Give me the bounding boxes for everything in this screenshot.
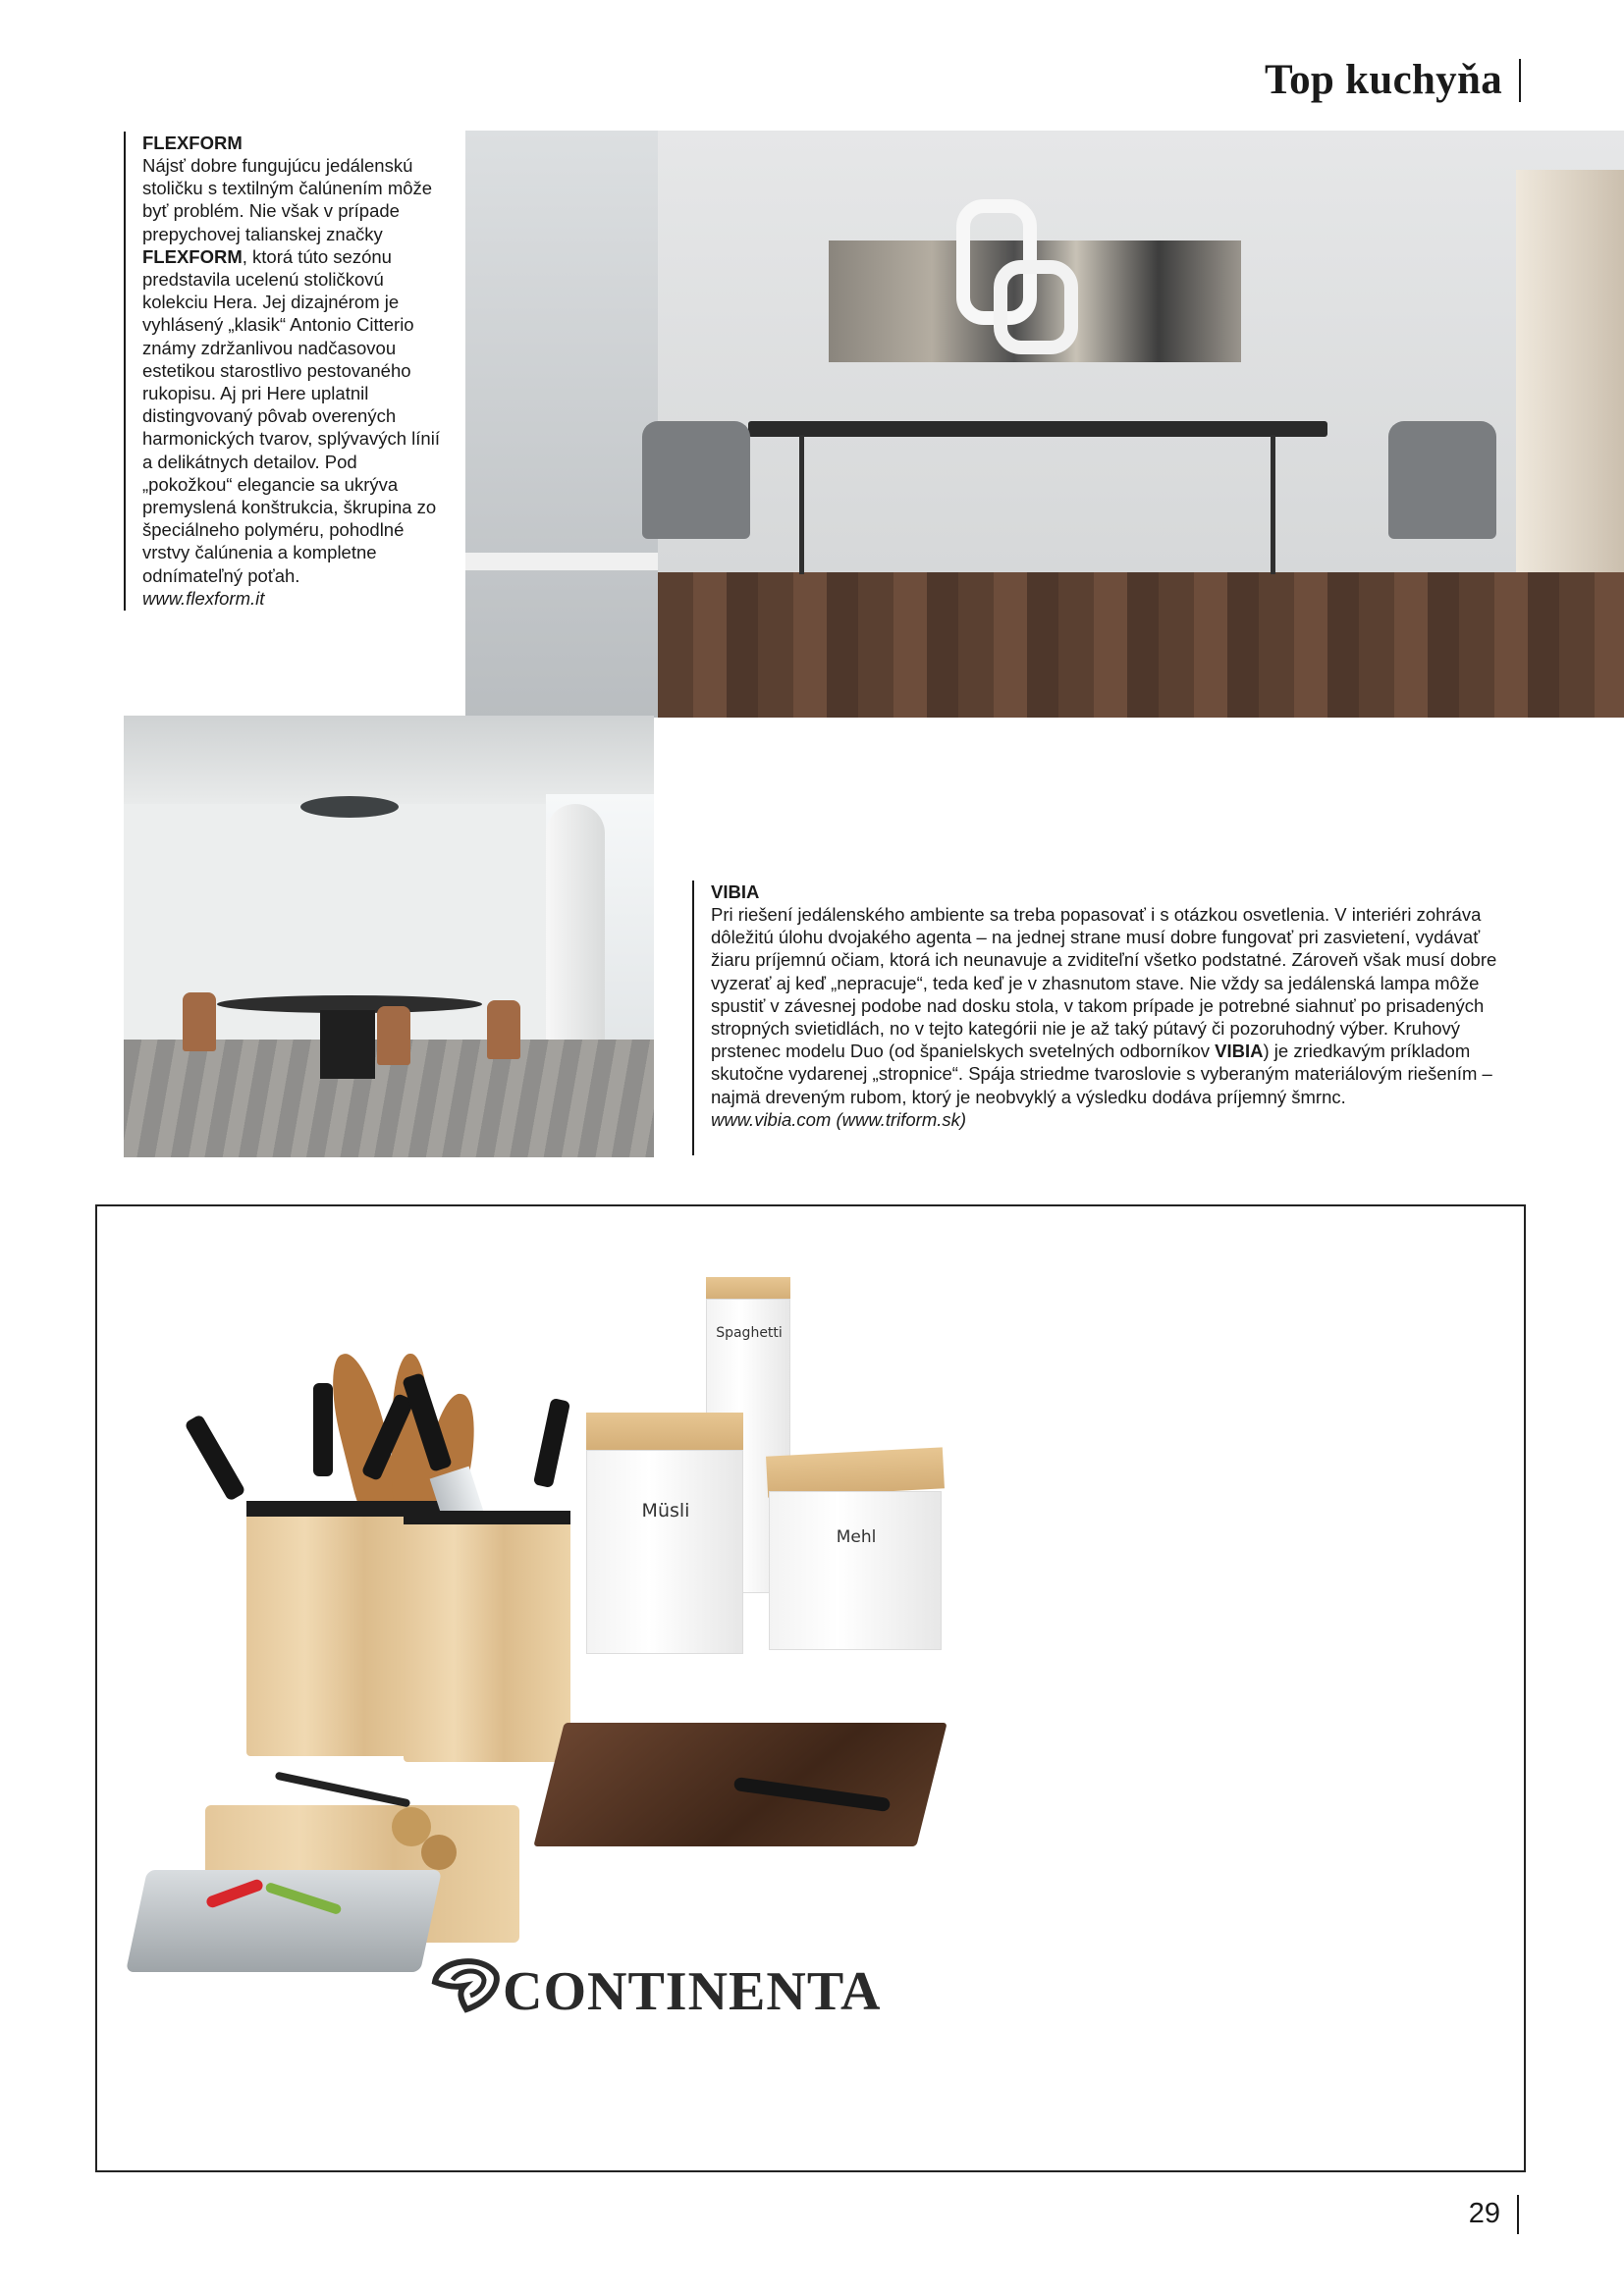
flexform-article xyxy=(142,132,449,610)
canister-lid xyxy=(706,1277,790,1301)
photo-left-wall xyxy=(465,131,658,718)
flexform-link[interactable]: www.flexform.it xyxy=(142,587,265,609)
continenta-logo-icon xyxy=(431,1952,500,2013)
knife-block xyxy=(404,1519,570,1762)
knife-handle xyxy=(313,1383,333,1476)
steel-tray xyxy=(126,1870,442,1972)
flexform-text-2: , ktorá túto sezónu predstavila ucelenú stoličkovú kolekciu Hera. Jej dizajnérom je vyhlásený „klasik“ Antonio Citterio známy zdržanlivou nadčasovou estetikou starostlivo pestovaného rukopisu. Aj pri Here uplatnil distingvovaný pôvab overených harmonických tvarov, splývavých línií a delikátnych detailov. Pod „pokožkou“ elegancie sa ukrýva premyslená konštrukcia, škrupina zo špeciálneho polyméru, pohodlné vrstvy čalúnenia a kompletne odnímateľný poťah. xyxy=(142,245,440,586)
knife-handle xyxy=(184,1414,245,1502)
pendant-lamp xyxy=(994,260,1078,354)
page-number: 29 xyxy=(1468,2198,1500,2229)
continenta-wordmark: CONTINENTA xyxy=(503,1961,882,2022)
flexform-brand-inline: FLEXFORM xyxy=(142,245,243,267)
musli-label: Müsli xyxy=(641,1500,690,1522)
vibia-column-rule xyxy=(692,881,694,1155)
photo-window xyxy=(1516,170,1624,631)
flexform-column-rule xyxy=(124,132,126,611)
canister-lid xyxy=(766,1447,945,1497)
vibia-body xyxy=(711,903,1514,1108)
flexform-body xyxy=(142,154,449,587)
knife-on-board xyxy=(275,1772,411,1808)
duo-ceiling-lamp xyxy=(300,796,399,818)
dining-table xyxy=(748,421,1327,437)
continenta-advert[interactable] xyxy=(95,1204,1526,2172)
page-number-divider xyxy=(1517,2195,1519,2234)
vibia-brand-inline: VIBIA xyxy=(1215,1041,1264,1062)
photo-shelf xyxy=(465,553,658,570)
mehl-canister xyxy=(769,1491,942,1650)
flexform-text-1: Nájsť dobre fungujúcu jedálenskú stoličku s textilným čalúnením môže byť problém. Nie však v prípade prepychovej talianskej značky xyxy=(142,155,433,244)
mushroom xyxy=(421,1835,457,1870)
mehl-label: Mehl xyxy=(836,1527,877,1547)
photo-floor xyxy=(658,572,1624,718)
vibia-brand: VIBIA xyxy=(711,881,760,902)
flexform-dining-photo xyxy=(465,131,1624,718)
knife-handle xyxy=(533,1398,570,1488)
musli-canister xyxy=(586,1450,743,1654)
hera-chair xyxy=(642,421,750,539)
canister-lid xyxy=(586,1413,743,1452)
table-base xyxy=(320,1010,375,1079)
flexform-brand: FLEXFORM xyxy=(142,133,243,153)
vibia-article xyxy=(711,881,1514,1131)
vibia-room-photo xyxy=(124,716,654,1157)
section-title: Top kuchyňa xyxy=(1265,57,1502,103)
table-leg xyxy=(799,435,804,574)
vibia-text-2: ) je zriedkavým príkladom skutočne vydarenej „stropnice“. Spája striedme tvaroslovie s vyberaným materiálovým riešením – najmä dreveným rubom, ktorý je neobvyklý a výsledku dodáva príjemný šmrnc. xyxy=(711,1041,1492,1107)
table-leg xyxy=(1271,435,1275,574)
photo-ceiling xyxy=(124,716,654,804)
dining-chair xyxy=(377,1006,410,1065)
dining-chair xyxy=(487,1000,520,1059)
vibia-link[interactable]: www.vibia.com (www.triform.sk) xyxy=(711,1108,967,1130)
knife-block-bristles xyxy=(404,1511,570,1524)
vibia-text-1: Pri riešení jedálenského ambiente sa treba popasovať i s otázkou osvetlenia. V interiéri zohráva dôležitú úlohu dvojakého agenta – na jednej strane musí dobre fungovať pri zasvietení, vydávať žiaru príjemnú očiam, ktorá ich neunavuje a zviditeľní všetko podstatné. Zároveň však musí dobre vyzerať aj keď „nepracuje“, teda keď je v zhasnutom stave. Nie vždy sa jedálenská lampa môže spustiť v závesnej podobe nad dosku stola, v takom prípade je potrebné siahnuť po prisadených stropných svietidlách, no v tejto kategórii nie je až taký pútavý či pozoruhodný výber. Kruhový prstenec modelu Duo (od španielskych svetelných odborníkov xyxy=(711,904,1497,1062)
hera-chair xyxy=(1388,421,1496,539)
title-divider xyxy=(1519,59,1521,102)
spaghetti-label: Spaghetti xyxy=(716,1325,783,1341)
dining-chair xyxy=(183,992,216,1051)
